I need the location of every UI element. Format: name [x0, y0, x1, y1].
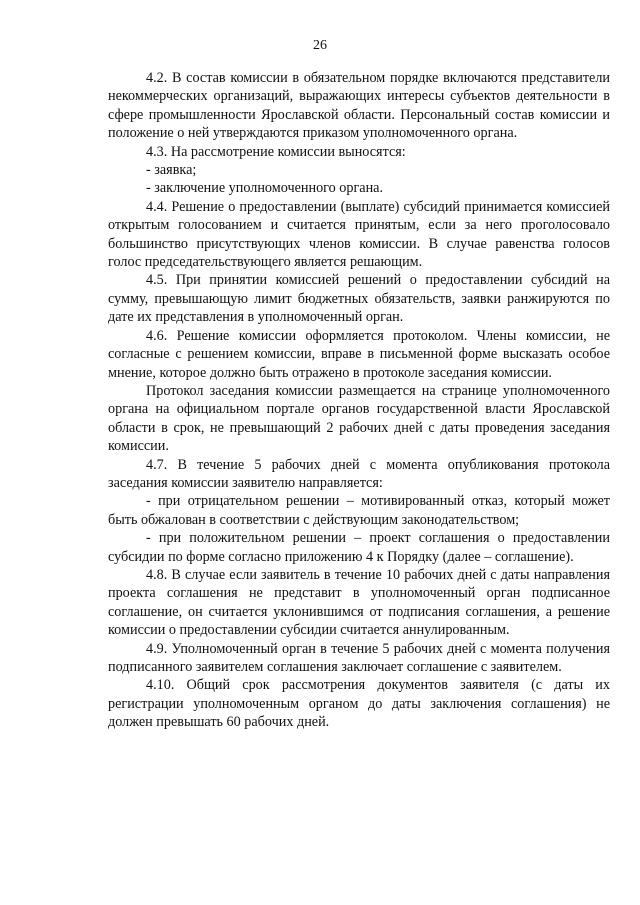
paragraph-4-5: 4.5. При принятии комиссией решений о предоставлении субсидий на сумму, превышающую лимит бюджетных обязательств, заявки ранжируются по дате их представления в уполномоченный орган.	[108, 272, 610, 326]
paragraph-4-10: 4.10. Общий срок рассмотрения документов заявителя (с даты их регистрации уполномоченным органом до даты заключения соглашения) не должен превышать 60 рабочих дней.	[108, 677, 610, 731]
page-number: 26	[313, 38, 327, 53]
paragraph-4-8: 4.8. В случае если заявитель в течение 10 рабочих дней с даты направления проекта соглашения не представит в уполномоченный орган подписанное соглашение, он считается уклонившимся от подписания соглашения, а решение комиссии о предоставлении субсидии считается аннулированным.	[108, 566, 610, 639]
document-body	[108, 69, 610, 732]
paragraph-4-2: 4.2. В состав комиссии в обязательном порядке включаются представители некоммерческих организаций, выражающих интересы субъектов деятельности в сфере промышленности Ярославской области. Персональный состав комиссии и положение о ней утверждаются приказом уполномоченного органа.	[108, 70, 610, 142]
list-item-positive-decision: - при положительном решении – проект соглашения о предоставлении субсидии по форме согласно приложению 4 к Порядку (далее – соглашение).	[108, 530, 610, 565]
paragraph-4-4: 4.4. Решение о предоставлении (выплате) субсидий принимается комиссией открытым голосованием и считается принятым, если за него проголосовало большинство присутствующих членов комиссии. В случае равенства голосов голос председательствующего является решающим.	[108, 198, 610, 271]
list-item-conclusion: - заключение уполномоченного органа.	[146, 180, 384, 197]
paragraph-4-6: 4.6. Решение комиссии оформляется протоколом. Члены комиссии, не согласные с решением комиссии, вправе в письменной форме высказать особое мнение, которое должно быть отражено в протоколе заседания комиссии.	[108, 327, 610, 381]
paragraph-protocol-publication: Протокол заседания комиссии размещается на странице уполномоченного органа на официальном портале органов государственной власти Ярославской области в срок, не превышающий 2 рабочих дней с даты проведения заседания комиссии.	[108, 382, 610, 455]
paragraph-4-9: 4.9. Уполномоченный орган в течение 5 рабочих дней с момента получения подписанного заявителем соглашения заключает соглашение с заявителем.	[108, 640, 610, 675]
paragraph-4-3: 4.3. На рассмотрение комиссии выносятся:	[146, 143, 406, 160]
list-item-negative-decision: - при отрицательном решении – мотивированный отказ, который может быть обжалован в соответствии с действующим законодательством;	[108, 493, 610, 528]
paragraph-4-7: 4.7. В течение 5 рабочих дней с момента опубликования протокола заседания комиссии заявителю направляется:	[108, 456, 610, 491]
list-item-application: - заявка;	[146, 162, 197, 179]
